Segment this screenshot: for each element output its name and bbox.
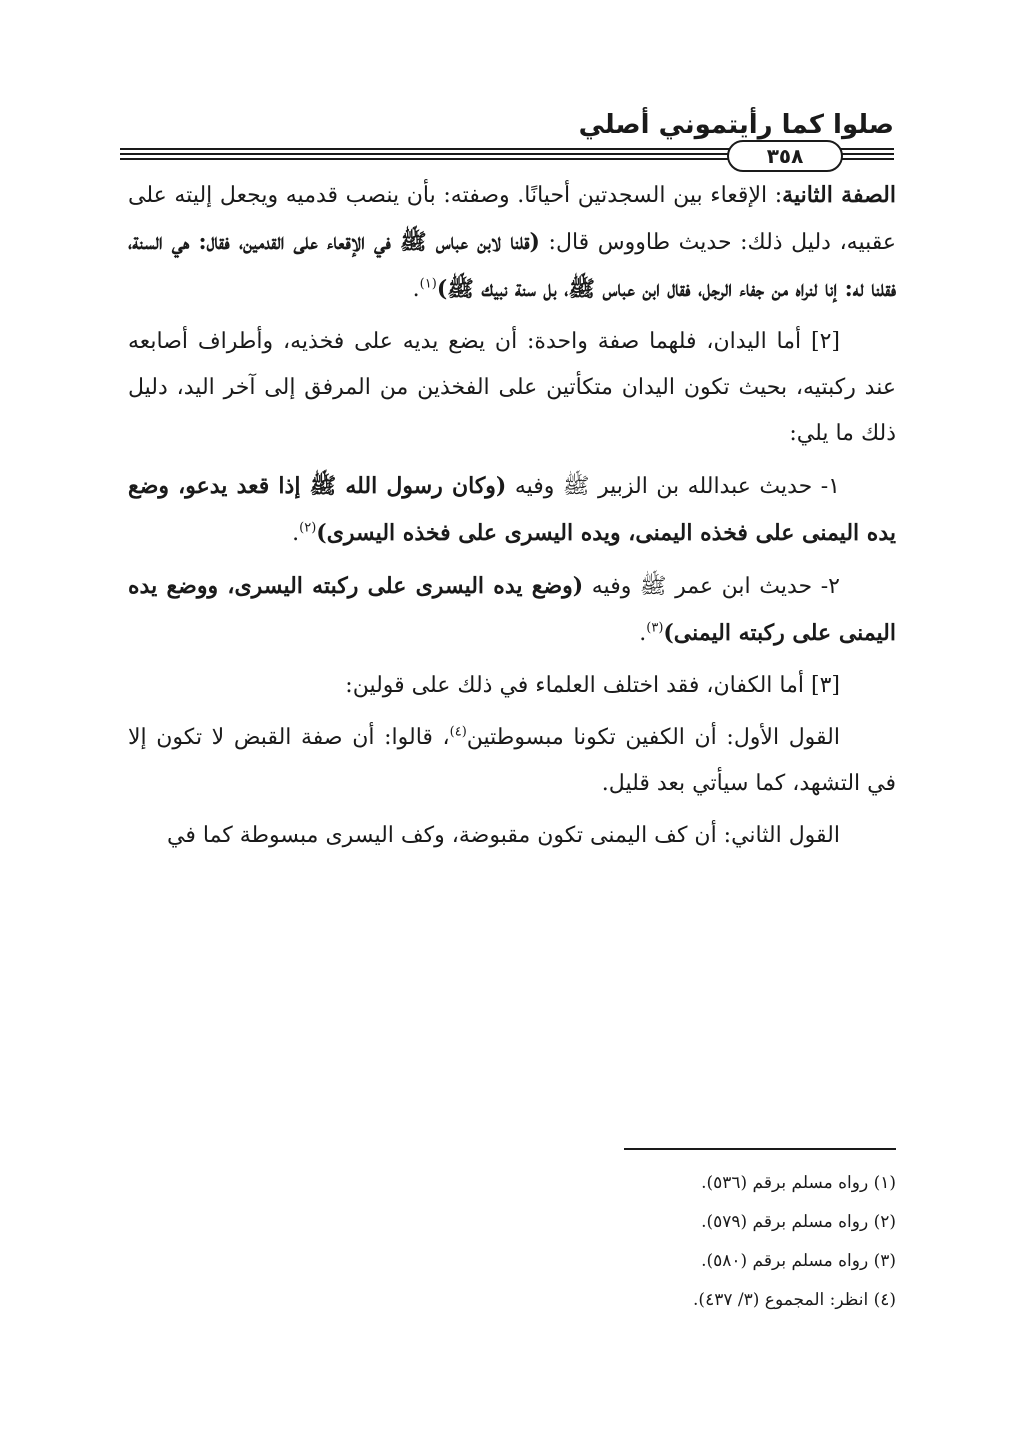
page-number: ٣٥٨	[727, 140, 843, 172]
paragraph-text: ٢- حديث ابن عمر ﷺ وفيه	[583, 574, 840, 599]
footnote: (١) رواه مسلم برقم (٥٣٦).	[701, 1173, 896, 1193]
footnote: (٤) انظر: المجموع (٣/ ٤٣٧).	[693, 1290, 896, 1310]
sentence-end: .	[292, 521, 300, 546]
paragraph-hands	[128, 319, 896, 457]
footnote: (٢) رواه مسلم برقم (٥٧٩).	[701, 1212, 896, 1232]
hadith-quote: (وضع يده اليسرى على ركبته اليسرى، ووضع يده اليمنى على ركبته اليمنى)	[128, 573, 896, 646]
paragraph-second-form	[128, 172, 896, 313]
paragraph-text: القول الثاني: أن كف اليمنى تكون مقبوضة، وكف اليسرى مبسوطة كما في	[167, 823, 840, 848]
footnote-ref: (٣)	[646, 620, 664, 636]
paragraph-palms	[128, 663, 896, 709]
hadith-quote: (وكان رسول الله ﷺ إذا قعد يدعو، وضع يده اليمنى على فخذه اليمنى، ويده اليسرى على فخذه اليسرى)	[128, 473, 896, 546]
paragraph-text: [٣] أما الكفان، فقد اختلف العلماء في ذلك على قولين:	[345, 673, 840, 698]
footnote: (٣) رواه مسلم برقم (٥٨٠).	[701, 1251, 896, 1271]
paragraph-text: ، قالوا: أن صفة القبض لا تكون إلا في التشهد، كما سيأتي بعد قليل.	[128, 725, 896, 796]
paragraph-lead: الصفة الثانية	[782, 182, 896, 208]
paragraph-hadith-1	[128, 463, 896, 557]
paragraph-text: القول الأول: أن الكفين تكونا مبسوطتين	[466, 725, 840, 750]
paragraph-hadith-2	[128, 563, 896, 657]
sentence-end: .	[639, 621, 647, 646]
sentence-end: .	[412, 277, 420, 302]
footnote-ref: (٤)	[449, 724, 467, 740]
footnote-separator	[624, 1148, 896, 1150]
paragraph-text: [٢] أما اليدان، فلهما صفة واحدة: أن يضع يديه على فخذيه، وأطراف أصابعه عند ركبتيه، بحيث تكون اليدان متكأتين على الفخذين من المرفق إلى آخر اليد، دليل ذلك ما يلي:	[128, 329, 896, 446]
paragraph-first-opinion	[128, 715, 896, 807]
running-header-title: صلوا كما رأيتموني أصلي	[578, 110, 894, 140]
footnotes	[128, 1164, 896, 1320]
body-text	[128, 172, 896, 865]
paragraph-text: ١- حديث عبدالله بن الزبير ﷺ وفيه	[506, 474, 840, 499]
paragraph-second-opinion	[128, 813, 896, 859]
hadith-quote: (قلنا لابن عباس ﷺ في الإقعاء على القدمين، فقال: هي السنة، فقلنا له: إنا لنراه من جفاء الرجل، فقال ابن عباس ﷺ، بل سنة نبيك ﷺ)	[128, 229, 896, 302]
paragraph-text: : الإقعاء بين السجدتين أحيانًا. وصفته: بأن ينصب قدميه ويجعل إليته على عقبيه، دليل ذلك: حديث طاووس قال:	[128, 183, 896, 255]
footnote-ref: (٢)	[299, 520, 317, 536]
footnote-ref: (١)	[419, 276, 437, 292]
